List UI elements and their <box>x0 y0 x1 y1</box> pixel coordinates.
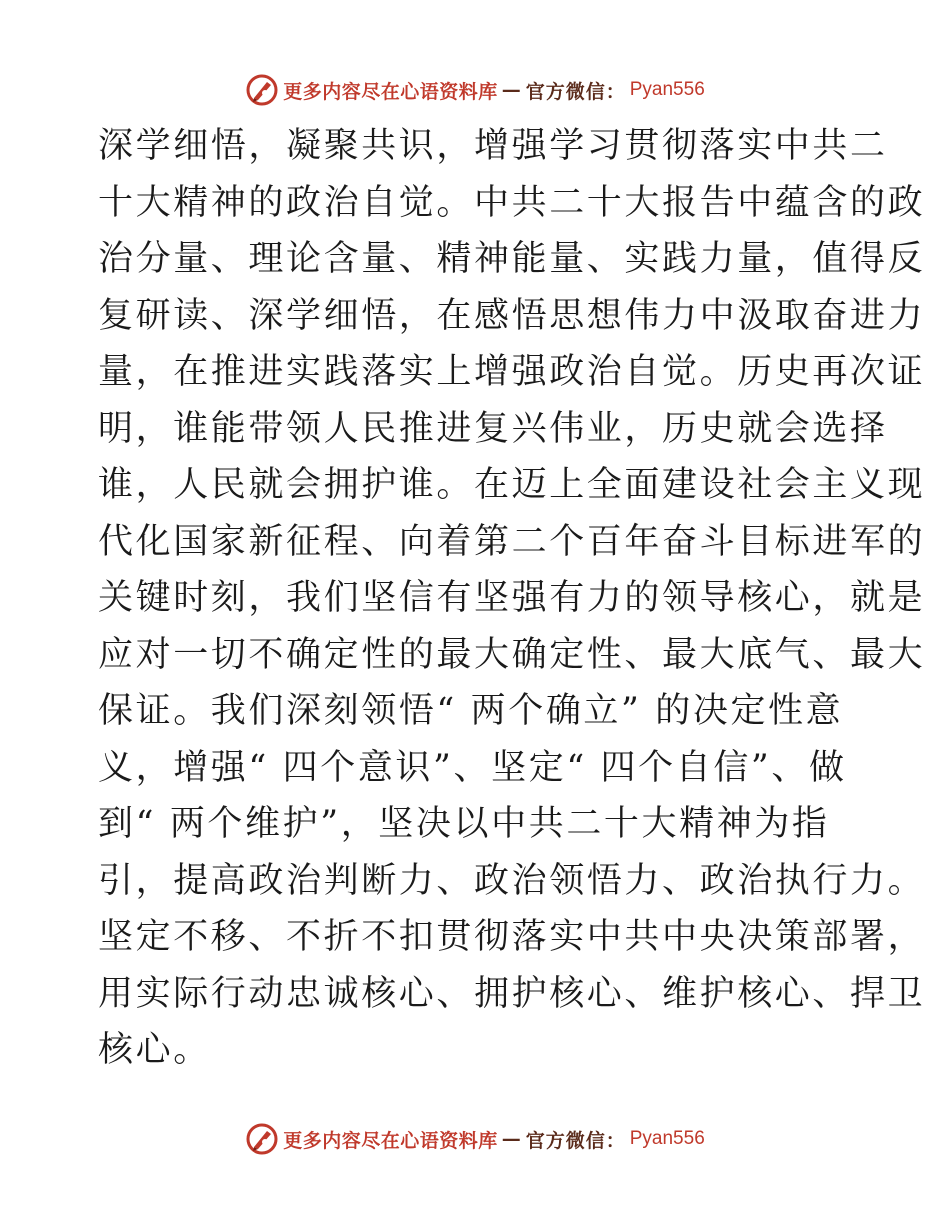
text-line: 核心。 <box>98 1030 211 1070</box>
text-line: 治分量、理论含量、精神能量、实践力量，值得反 <box>98 239 926 279</box>
header-banner <box>0 70 950 110</box>
text-line: 复研读、深学细悟，在感悟思想伟力中汲取奋进力 <box>98 295 926 336</box>
text-line: 用实际行动忠诚核心、拥护核心、维护核心、捍卫 <box>98 973 926 1014</box>
footer-banner <box>0 1119 950 1159</box>
banner-main-text: 更多内容尽在心语资料库 <box>283 1129 498 1152</box>
banner-main-text: 更多内容尽在心语资料库 <box>283 80 498 103</box>
text-line: 代化国家新征程、向着第二个百年奋斗目标进军的 <box>98 521 926 562</box>
text-line: 坚定不移、不折不扣贯彻落实中共中央决策部署， <box>98 917 926 957</box>
text-line: 量，在推进实践落实上增强政治自觉。历史再次证 <box>98 352 926 392</box>
banner-official-label: 官方微信： <box>525 80 626 103</box>
text-line: 十大精神的政治自觉。中共二十大报告中蕴含的政 <box>98 182 926 223</box>
banner-wechat-id: Pyan556 <box>629 79 705 100</box>
banner-official-label: 官方微信： <box>525 1129 626 1152</box>
text-line: 应对一切不确定性的最大确定性、最大底气、最大 <box>98 634 926 675</box>
pen-circle-logo-icon <box>245 1122 279 1156</box>
text-line: 谁，人民就会拥护谁。在迈上全面建设社会主义现 <box>98 465 926 505</box>
banner-wechat-id: Pyan556 <box>629 1128 705 1149</box>
text-line: 明，谁能带领人民推进复兴伟业，历史就会选择 <box>98 408 888 449</box>
banner-dash: — <box>501 1128 522 1150</box>
text-line: 到“ 两个维护”，坚决以中共二十大精神为指 <box>98 804 830 844</box>
text-line: 关键时刻，我们坚信有坚强有力的领导核心，就是 <box>98 578 926 618</box>
body-paragraph <box>98 118 926 1079</box>
text-line: 引，提高政治判断力、政治领悟力、政治执行力。 <box>98 860 926 901</box>
banner-dash: — <box>501 79 522 101</box>
text-line: 保证。我们深刻领悟“ 两个确立” 的决定性意 <box>98 691 844 731</box>
text-line: 义，增强“ 四个意识”、坚定“ 四个自信”、做 <box>98 747 847 788</box>
pen-circle-logo-icon <box>245 73 279 107</box>
text-line: 深学细悟，凝聚共识，增强学习贯彻落实中共二 <box>98 126 888 166</box>
